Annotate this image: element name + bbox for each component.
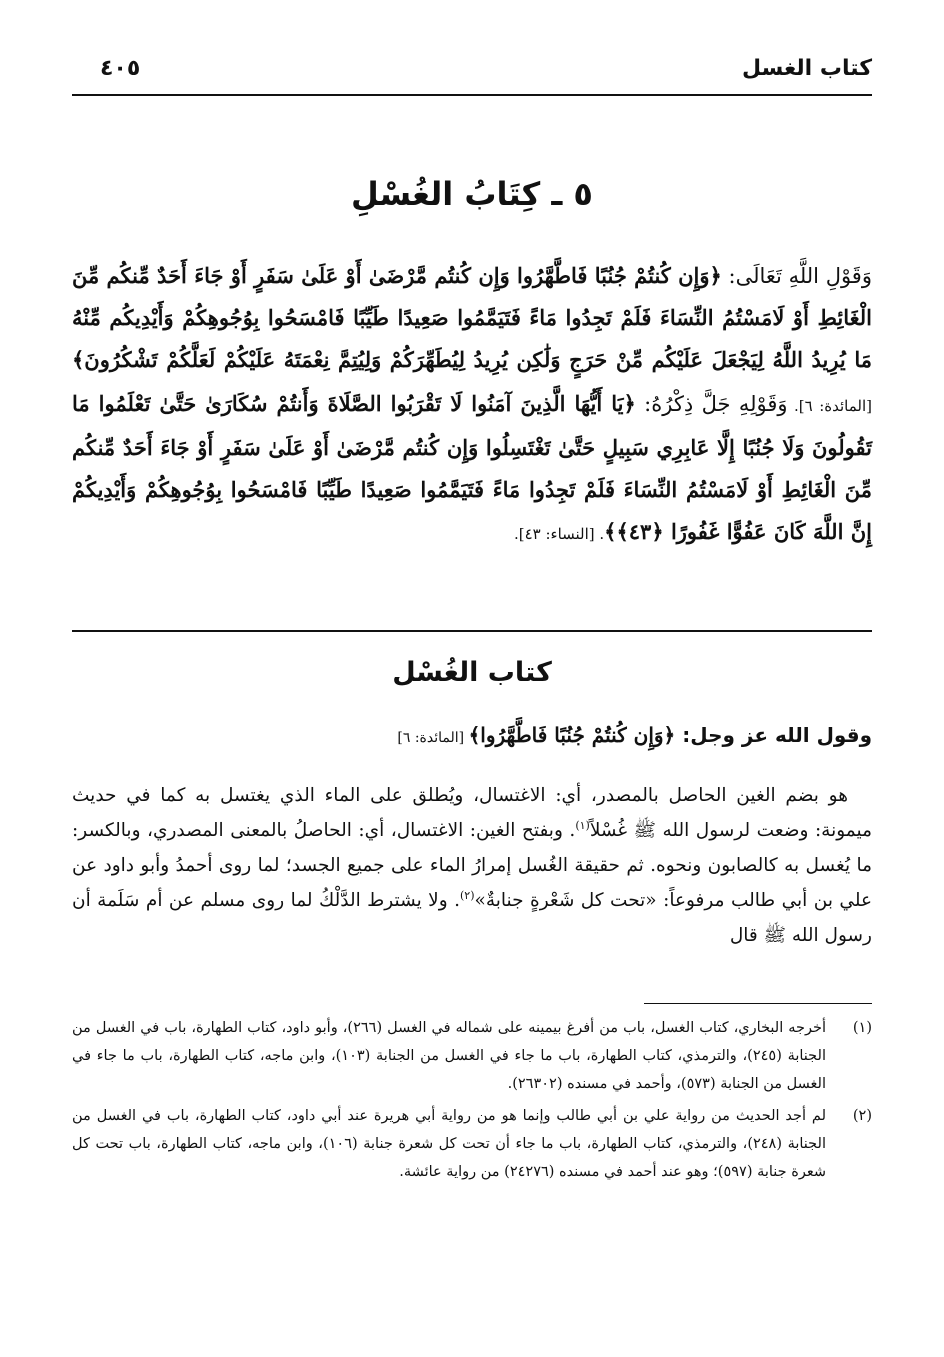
footnote: [72, 1102, 872, 1186]
verse-reference: . [النساء: ٤٣].: [513, 525, 605, 543]
running-header: [72, 54, 872, 96]
quran-verse-nisa: ﴿يَا أَيُّهَا الَّذِينَ آمَنُوا لَا تَقْرَبُوا الصَّلَاةَ وَأَنتُمْ سُكَارَىٰ حَتَّىٰ تَعْلَمُوا مَا تَقُولُونَ وَلَا جُنُبًا إِلَّا عَابِرِي سَبِيلٍ حَتَّىٰ تَغْتَسِلُوا وَإِن كُنتُم مَّرْضَىٰ أَوْ عَلَىٰ سَفَرٍ أَوْ جَاءَ أَحَدٌ مِّنكُم مِّنَ الْغَائِطِ أَوْ لَامَسْتُمُ النِّسَاءَ فَلَمْ تَجِدُوا مَاءً فَتَيَمَّمُوا صَعِيدًا طَيِّبًا فَامْسَحُوا بِوُجُوهِكُمْ وَأَيْدِيكُمْ إِنَّ اللَّهَ كَانَ عَفُوًّا غَفُورًا ﴿٤٣﴾﴾: [72, 391, 872, 544]
subheading-verse: ﴿وَإِن كُنتُمْ جُنُبًا فَاطَّهَّرُوا﴾: [468, 723, 676, 747]
footnote-number: (٢): [852, 1108, 872, 1124]
footnote-number: (١): [852, 1020, 872, 1036]
footnote-rule: [644, 1003, 872, 1004]
chapter-title: ٥ ـ كِتَابُ الغُسْلِ: [351, 175, 593, 213]
footnote-marker[interactable]: (٢): [460, 888, 475, 902]
running-title: كتاب الغسل: [741, 56, 872, 81]
matn-text: [72, 255, 872, 555]
section-title: كتاب الغُسْل: [392, 657, 552, 688]
commentary-text: [72, 778, 872, 953]
footnote-text: أخرجه البخاري، كتاب الغسل، باب من أفرغ بيمينه على شماله في الغسل (٢٦٦)، وأبو داود، كتاب الطهارة، باب في الغسل من الجنابة (٢٤٥)، والترمذي، كتاب الطهارة، باب ما جاء في الغسل من الجنابة (١٠٣)، وابن ماجه، كتاب الطهارة، باب ما جاء في الغسل من الجنابة (٥٧٣)، وأحمد في مسنده (٢٦٣٠٢).: [72, 1020, 827, 1092]
footnote-text: لم أجد الحديث من رواية علي بن أبي طالب وإنما هو من رواية أبي هريرة عند أبي داود، كتاب الطهارة، باب في الغسل من الجنابة (٢٤٨)، والترمذي، كتاب الطهارة، باب ما جاء أن تحت كل شعرة جنابة (١٠٦)، وابن ماجه، كتاب الطهارة، باب تحت كل شعرة جنابة (٥٩٧)؛ وهو عند أحمد في مسنده (٢٤٢٧٦) من رواية عائشة.: [72, 1108, 826, 1180]
footnote-marker[interactable]: (١): [575, 818, 590, 832]
verse-reference: [المائدة: ٦].: [787, 397, 872, 415]
commentary-paragraph: [72, 778, 872, 953]
page-number: ٤٠٥: [100, 56, 141, 81]
subheading-lead: وقول الله عز وجل:: [675, 723, 872, 747]
quran-verse-maidah: ﴿وَإِن كُنتُمْ جُنُبًا فَاطَّهَّرُوا وَإِن كُنتُم مَّرْضَىٰ أَوْ عَلَىٰ سَفَرٍ أَوْ جَاءَ أَحَدٌ مِّنكُم مِّنَ الْغَائِطِ أَوْ لَامَسْتُمُ النِّسَاءَ فَلَمْ تَجِدُوا مَاءً فَتَيَمَّمُوا صَعِيدًا طَيِّبًا فَامْسَحُوا بِوُجُوهِكُمْ وَأَيْدِيكُم مِّنْهُ مَا يُرِيدُ اللَّهُ لِيَجْعَلَ عَلَيْكُم مِّنْ حَرَجٍ وَلَٰكِن يُرِيدُ لِيُطَهِّرَكُمْ وَلِيُتِمَّ نِعْمَتَهُ عَلَيْكُمْ لَعَلَّكُمْ تَشْكُرُونَ﴾: [72, 263, 872, 372]
subheading: [72, 723, 872, 747]
commentary-part: هو بضم الغين الحاصل بالمصدر، أي: الاغتسال، ويُطلق على الماء الذي يغتسل به كما في حديث ميمونة: وضعت لرسول الله ﷺ غُسْلاً: [72, 785, 872, 841]
footnote: [72, 1014, 872, 1098]
section-divider: [72, 630, 872, 632]
commentary-part: . وبفتح الغين: الاغتسال، أي: الحاصلُ بالمعنى المصدري، وبالكسر: ما يُغسل به كالصابون ونحوه. ثم حقيقة الغُسل إمرارُ الماء على جميع الجسد؛ لما روى أحمدُ وأبو داود عن علي بن أبي طالب مرفوعاً: «تحت كل شَعْرةٍ جنابةٌ»: [72, 820, 872, 911]
matn-intro-2: وَقَوْلِهِ جَلَّ ذِكْرُهُ:: [635, 392, 788, 416]
subheading-reference: [المائدة: ٦]: [397, 730, 469, 746]
matn-intro: وَقَوْلِ اللَّهِ تَعَالَى:: [721, 264, 872, 288]
commentary-part: . ولا يشترط الدَّلْكُ لما روى مسلم عن أم سَلَمة أن رسول الله ﷺ قال: [72, 890, 872, 946]
footnotes: [72, 1014, 872, 1190]
